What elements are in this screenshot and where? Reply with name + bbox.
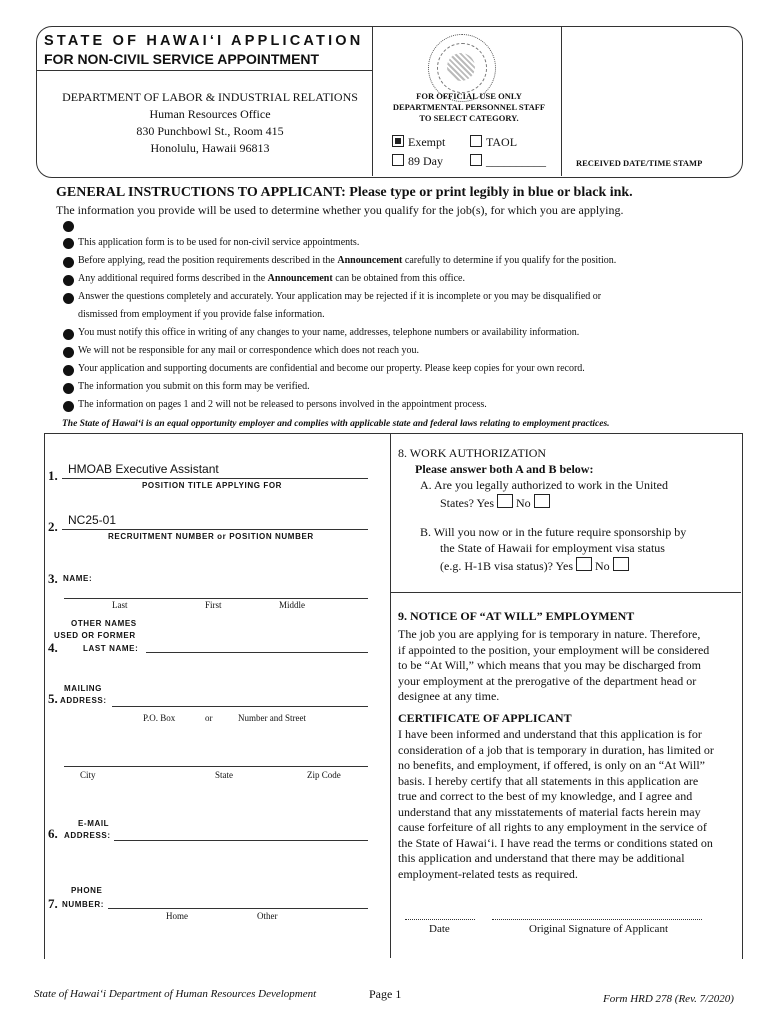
instruction-item: The information you submit on this form may be verified.	[78, 381, 310, 392]
form-title-line2: FOR NON-CIVIL SERVICE APPOINTMENT	[44, 51, 320, 67]
89day-checkbox[interactable]	[392, 154, 404, 166]
certificate-line: basis. I hereby certify that all statements in this application are	[398, 773, 699, 788]
bullet-icon	[63, 257, 74, 268]
city-state-zip-line[interactable]	[64, 766, 368, 767]
phone-label1: PHONE	[71, 886, 103, 895]
other-category-blank: __________	[486, 154, 546, 168]
instruction-item: We will not be responsible for any mail or correspondence which does not reach you.	[78, 345, 420, 356]
footer-department: State of Hawai‘i Department of Human Resources Development	[34, 988, 317, 1000]
certificate-line: consideration of a job that is temporary in duration, has limited or	[398, 742, 714, 757]
official-use-line2: DEPARTMENTAL PERSONNEL STAFF	[392, 102, 546, 112]
footer-page-number: Page 1	[369, 987, 402, 1001]
other-names-input-line[interactable]	[146, 652, 368, 653]
eeo-statement: The State of Hawai‘i is an equal opportunity employer and complies with applicable state and federal laws relating to employment practices.	[62, 419, 610, 429]
dept-name: DEPARTMENT OF LABOR & INDUSTRIAL RELATIONS	[62, 90, 358, 104]
city-label: City	[80, 770, 96, 780]
field2-number: 2.	[48, 519, 58, 534]
field1-number: 1.	[48, 468, 58, 483]
mailing-label1: MAILING	[64, 684, 102, 693]
mailing-address-line[interactable]	[112, 706, 368, 707]
official-use-line1: FOR OFFICIAL USE ONLY	[416, 91, 522, 101]
position-title-value[interactable]: HMOAB Executive Assistant	[68, 462, 219, 476]
field5-number: 5.	[48, 691, 58, 706]
bullet-icon	[63, 221, 74, 232]
certificate-line: understand that any misstatements of material facts herein may	[398, 804, 701, 819]
certificate-line: no benefits, and employment, if offered, is only on an “At Will”	[398, 758, 706, 772]
exempt-label: Exempt	[408, 135, 446, 149]
instruction-item: Your application and supporting documents are confidential and become our property. Please keep copies for your own record.	[78, 363, 585, 374]
question-b-yes-label: (e.g. H-1B visa status)? Yes	[440, 559, 573, 573]
taol-checkbox[interactable]	[470, 135, 482, 147]
work-auth-title: 8. WORK AUTHORIZATION	[398, 446, 547, 460]
certificate-line: the State of Hawai‘i. I have read the terms or conditions stated on	[398, 835, 713, 850]
header-divider-2	[561, 26, 562, 176]
or-label: or	[205, 713, 213, 723]
date-input-line[interactable]	[405, 919, 475, 920]
instructions-subtitle: The information you provide will be used to determine whether you qualify for the job(s), for which you are applying.	[56, 203, 624, 217]
at-will-line: your employment at the prerogative of the department head or	[398, 673, 697, 688]
other-names-label2: USED OR FORMER	[54, 631, 136, 640]
mailing-label2: ADDRESS:	[60, 696, 107, 705]
89day-label: 89 Day	[408, 154, 443, 168]
certificate-line: employment-related tests as required.	[398, 866, 578, 881]
exempt-checkbox[interactable]	[392, 135, 404, 147]
question-a-yes-label: States? Yes	[440, 496, 495, 510]
field4-number: 4.	[48, 640, 58, 655]
bullet-icon	[63, 401, 74, 412]
instruction-item: This application form is to be used for non-civil service appointments.	[78, 237, 360, 248]
name-middle-label: Middle	[279, 600, 305, 610]
email-input-line[interactable]	[114, 840, 368, 841]
category-taol[interactable]	[470, 133, 517, 151]
bullet-icon	[63, 347, 74, 358]
footer-form-number: Form HRD 278 (Rev. 7/2020)	[603, 993, 734, 1005]
at-will-line: The job you are applying for is temporary in nature. Therefore,	[398, 627, 701, 641]
question-a-line2	[440, 494, 550, 512]
taol-label: TAOL	[486, 135, 518, 149]
instruction-item: Any additional required forms described in the Announcement can be obtained from this office.	[78, 273, 465, 284]
other-category-checkbox[interactable]	[470, 154, 482, 166]
official-use-line3: TO SELECT CATEGORY.	[419, 113, 519, 123]
name-first-label: First	[205, 600, 222, 610]
name-input-line[interactable]	[64, 598, 368, 599]
question-b-yes-checkbox[interactable]	[576, 557, 592, 571]
other-names-label3: LAST NAME:	[83, 644, 139, 653]
certificate-line: this application and understand that there may be additional	[398, 851, 685, 865]
question-a-no-label: No	[516, 496, 531, 510]
email-label1: E-MAIL	[78, 819, 110, 828]
bullet-icon	[63, 293, 74, 304]
question-a-no-checkbox[interactable]	[534, 494, 550, 508]
recruitment-number-line	[62, 529, 368, 530]
question-b-line1: B. Will you now or in the future require sponsorship by	[420, 525, 687, 539]
at-will-title: 9. NOTICE OF “AT WILL” EMPLOYMENT	[398, 609, 635, 623]
pobox-label: P.O. Box	[143, 713, 176, 723]
field3-number: 3.	[48, 571, 58, 586]
field7-number: 7.	[48, 896, 58, 911]
state-label: State	[215, 770, 233, 780]
question-a-line1: A. Are you legally authorized to work in the United	[420, 478, 668, 492]
phone-input-line[interactable]	[108, 908, 368, 909]
bullet-icon	[63, 329, 74, 340]
work-auth-instruction: Please answer both A and B below:	[415, 462, 594, 476]
signature-input-line[interactable]	[492, 919, 702, 920]
at-will-line: designee at any time.	[398, 689, 500, 703]
bullet-icon	[63, 238, 74, 249]
position-title-label: POSITION TITLE APPLYING FOR	[142, 481, 283, 490]
field6-number: 6.	[48, 826, 58, 841]
name-label: NAME:	[63, 574, 93, 583]
zip-label: Zip Code	[307, 770, 341, 780]
bullet-icon	[63, 365, 74, 376]
at-will-line: to be “At Will,” which means that you may be discharged from	[398, 658, 701, 672]
certificate-line: cause forfeiture of all rights to any employment in the service of	[398, 820, 707, 834]
at-will-line: if appointed to the position, your employment will be considered	[398, 642, 710, 657]
number-street-label: Number and Street	[238, 713, 306, 723]
question-b-line2: the State of Hawaii for employment visa status	[440, 541, 665, 555]
name-last-label: Last	[112, 600, 128, 610]
instruction-item: Answer the questions completely and accurately. Your application may be rejected if it is incomplete or you may be disqualified or	[78, 291, 602, 302]
phone-label2: NUMBER:	[62, 900, 104, 909]
instructions-title: GENERAL INSTRUCTIONS TO APPLICANT: Please type or print legibly in blue or black ink.	[56, 185, 633, 200]
date-label: Date	[429, 923, 450, 935]
instruction-item-cont: dismissed from employment if you provide false information.	[78, 309, 325, 320]
instruction-item: The information on pages 1 and 2 will not be released to persons involved in the appointment process.	[78, 399, 487, 410]
form-main-box	[44, 433, 743, 959]
question-b-no-checkbox[interactable]	[613, 557, 629, 571]
instruction-item: Before applying, read the position requirements described in the Announcement carefully to determine if you qualify for the position.	[78, 255, 617, 266]
form-center-divider	[390, 433, 391, 958]
category-other[interactable]	[470, 152, 546, 170]
phone-home-label: Home	[166, 911, 188, 921]
certificate-line: I have been informed and understand that this application is for	[398, 727, 702, 741]
category-89day[interactable]	[392, 152, 443, 170]
certificate-title: CERTIFICATE OF APPLICANT	[398, 711, 572, 725]
signature-label: Original Signature of Applicant	[529, 923, 668, 935]
bullet-icon	[63, 275, 74, 286]
instruction-item: You must notify this office in writing of any changes to your name, addresses, telephone numbers or availability information.	[78, 327, 580, 338]
recruitment-number-value[interactable]: NC25-01	[68, 513, 117, 527]
dept-office: Human Resources Office	[149, 107, 271, 121]
dept-address2: Honolulu, Hawaii 96813	[150, 141, 270, 155]
question-b-no-label: No	[595, 559, 610, 573]
question-b-line3	[440, 557, 629, 575]
form-title-line1: STATE OF HAWAI‘I APPLICATION	[44, 33, 364, 49]
email-label2: ADDRESS:	[64, 831, 111, 840]
dept-address1: 830 Punchbowl St., Room 415	[136, 124, 284, 138]
phone-other-label: Other	[257, 911, 278, 921]
other-names-label1: OTHER NAMES	[71, 619, 137, 628]
section9-top-border	[390, 592, 741, 593]
received-stamp-label: RECEIVED DATE/TIME STAMP	[576, 158, 703, 168]
recruitment-number-label: RECRUITMENT NUMBER or POSITION NUMBER	[108, 532, 314, 541]
certificate-line: true and correct to the best of my knowledge, and I agree and	[398, 789, 693, 803]
question-a-yes-checkbox[interactable]	[497, 494, 513, 508]
bullet-icon	[63, 383, 74, 394]
position-title-line	[62, 478, 368, 479]
category-exempt[interactable]	[392, 133, 445, 151]
